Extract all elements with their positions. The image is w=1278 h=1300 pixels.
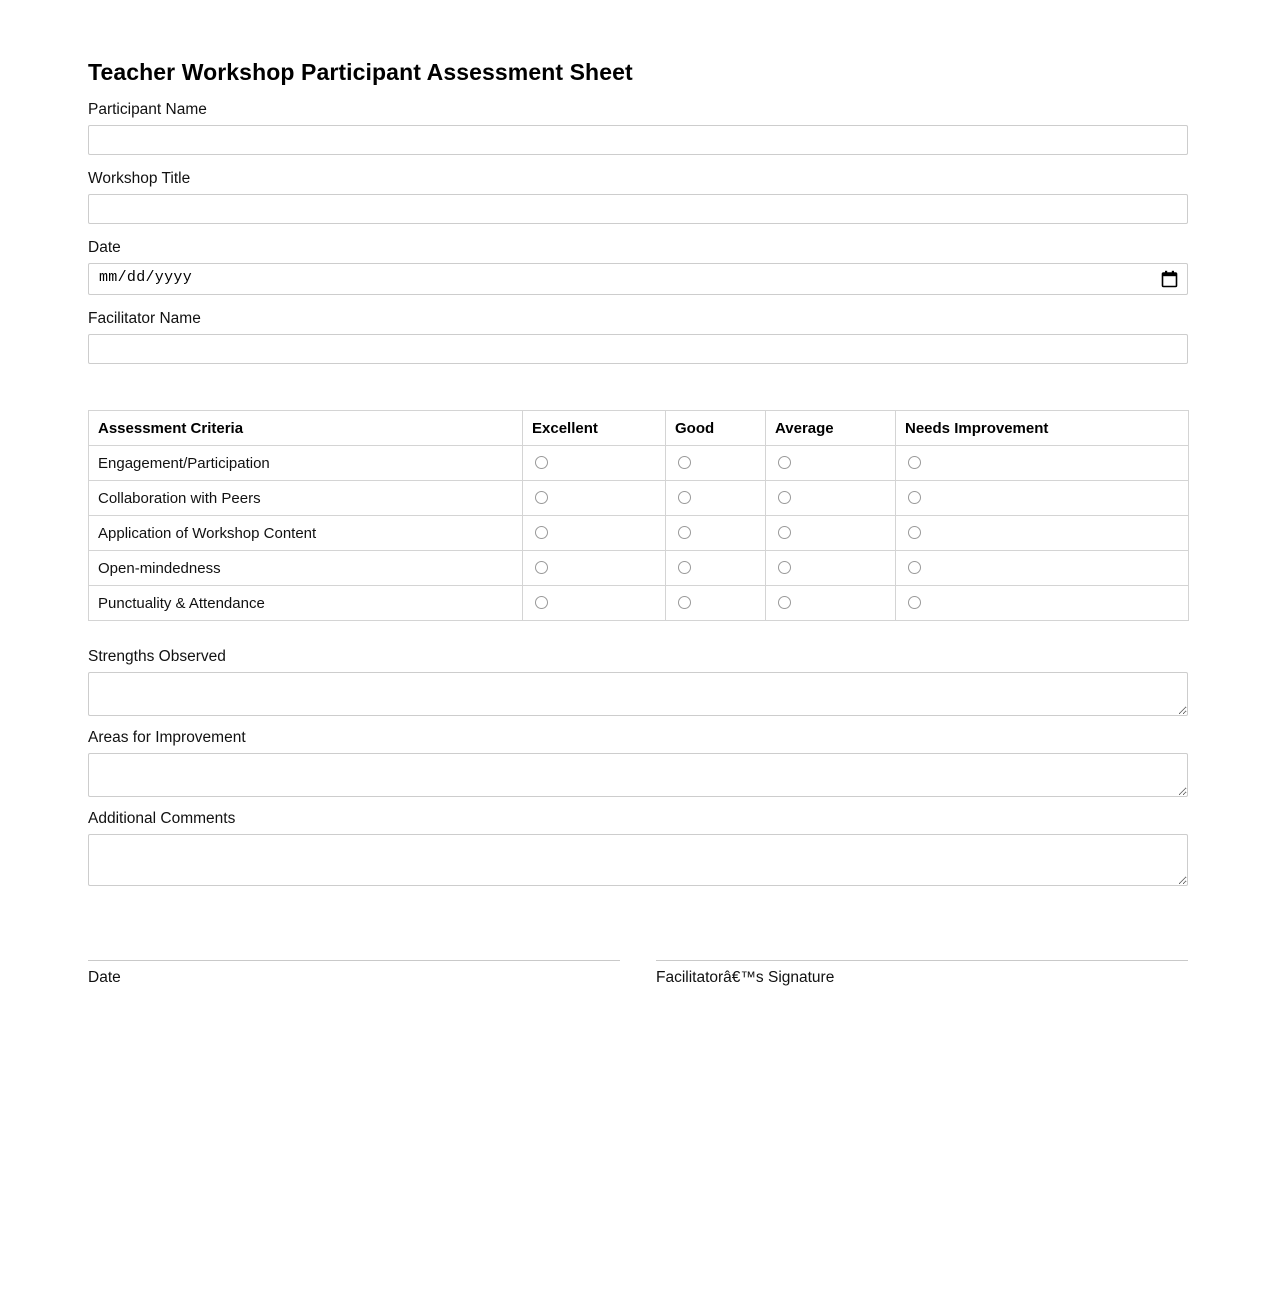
radio-average[interactable] <box>778 561 791 574</box>
workshop-title-input[interactable] <box>88 194 1188 224</box>
rating-cell-good[interactable] <box>666 516 766 551</box>
radio-good[interactable] <box>678 491 691 504</box>
header-good: Good <box>666 411 766 446</box>
radio-average[interactable] <box>778 596 791 609</box>
radio-average[interactable] <box>778 526 791 539</box>
radio-needs-improvement[interactable] <box>908 491 921 504</box>
calendar-icon[interactable] <box>1161 270 1178 288</box>
rating-cell-excellent[interactable] <box>523 586 666 621</box>
strengths-observed-textarea[interactable] <box>88 672 1188 716</box>
facilitator-name-label: Facilitator Name <box>88 310 201 327</box>
rating-cell-average[interactable] <box>766 446 896 481</box>
criteria-label: Application of Workshop Content <box>89 516 523 551</box>
table-row <box>89 516 1189 551</box>
rating-cell-needs-improvement[interactable] <box>896 481 1189 516</box>
rating-cell-good[interactable] <box>666 481 766 516</box>
table-row <box>89 551 1189 586</box>
signature-date-caption: Date <box>88 969 121 986</box>
radio-needs-improvement[interactable] <box>908 456 921 469</box>
radio-good[interactable] <box>678 526 691 539</box>
rating-cell-needs-improvement[interactable] <box>896 586 1189 621</box>
signature-date-line <box>88 960 620 961</box>
criteria-label: Punctuality & Attendance <box>89 586 523 621</box>
header-assessment-criteria: Assessment Criteria <box>89 411 523 446</box>
rating-cell-excellent[interactable] <box>523 516 666 551</box>
rating-cell-excellent[interactable] <box>523 446 666 481</box>
strengths-observed-label: Strengths Observed <box>88 648 226 665</box>
assessment-criteria-table <box>88 410 1189 621</box>
radio-needs-improvement[interactable] <box>908 561 921 574</box>
table-row <box>89 586 1189 621</box>
areas-for-improvement-label: Areas for Improvement <box>88 729 246 746</box>
radio-average[interactable] <box>778 456 791 469</box>
radio-good[interactable] <box>678 561 691 574</box>
radio-good[interactable] <box>678 456 691 469</box>
areas-for-improvement-textarea[interactable] <box>88 753 1188 797</box>
criteria-label: Open-mindedness <box>89 551 523 586</box>
radio-needs-improvement[interactable] <box>908 526 921 539</box>
signature-facilitator-line <box>656 960 1188 961</box>
additional-comments-textarea[interactable] <box>88 834 1188 886</box>
participant-name-label: Participant Name <box>88 101 207 118</box>
signature-facilitator-caption: Facilitatorâ€™s Signature <box>656 969 835 986</box>
radio-excellent[interactable] <box>535 526 548 539</box>
date-label: Date <box>88 239 121 256</box>
signature-facilitator-block <box>656 960 1188 988</box>
header-needs-improvement: Needs Improvement <box>896 411 1189 446</box>
table-header-row <box>89 411 1189 446</box>
signature-date-block <box>88 960 620 988</box>
date-placeholder-text: mm/dd/yyyy <box>99 269 193 286</box>
rating-cell-average[interactable] <box>766 516 896 551</box>
signature-section <box>88 960 1188 988</box>
page-title: Teacher Workshop Participant Assessment Sheet <box>88 59 633 85</box>
rating-cell-good[interactable] <box>666 586 766 621</box>
header-excellent: Excellent <box>523 411 666 446</box>
rating-cell-average[interactable] <box>766 551 896 586</box>
date-input[interactable] <box>88 263 1188 295</box>
layout-spacer <box>88 797 1188 809</box>
criteria-label: Engagement/Participation <box>89 446 523 481</box>
rating-cell-needs-improvement[interactable] <box>896 516 1189 551</box>
radio-excellent[interactable] <box>535 561 548 574</box>
radio-excellent[interactable] <box>535 456 548 469</box>
layout-spacer <box>88 621 1188 647</box>
rating-cell-needs-improvement[interactable] <box>896 551 1189 586</box>
layout-spacer <box>88 716 1188 728</box>
rating-cell-needs-improvement[interactable] <box>896 446 1189 481</box>
rating-cell-excellent[interactable] <box>523 481 666 516</box>
radio-excellent[interactable] <box>535 491 548 504</box>
radio-good[interactable] <box>678 596 691 609</box>
date-field-wrapper <box>88 263 1188 295</box>
additional-comments-label: Additional Comments <box>88 810 236 827</box>
rating-cell-good[interactable] <box>666 551 766 586</box>
header-average: Average <box>766 411 896 446</box>
participant-name-input[interactable] <box>88 125 1188 155</box>
rating-cell-excellent[interactable] <box>523 551 666 586</box>
layout-spacer <box>88 364 1188 410</box>
radio-needs-improvement[interactable] <box>908 596 921 609</box>
facilitator-name-input[interactable] <box>88 334 1188 364</box>
radio-excellent[interactable] <box>535 596 548 609</box>
radio-average[interactable] <box>778 491 791 504</box>
table-row <box>89 481 1189 516</box>
table-row <box>89 446 1189 481</box>
criteria-label: Collaboration with Peers <box>89 481 523 516</box>
form-content <box>88 0 1188 988</box>
rating-cell-good[interactable] <box>666 446 766 481</box>
rating-cell-average[interactable] <box>766 586 896 621</box>
workshop-title-label: Workshop Title <box>88 170 191 187</box>
rating-cell-average[interactable] <box>766 481 896 516</box>
